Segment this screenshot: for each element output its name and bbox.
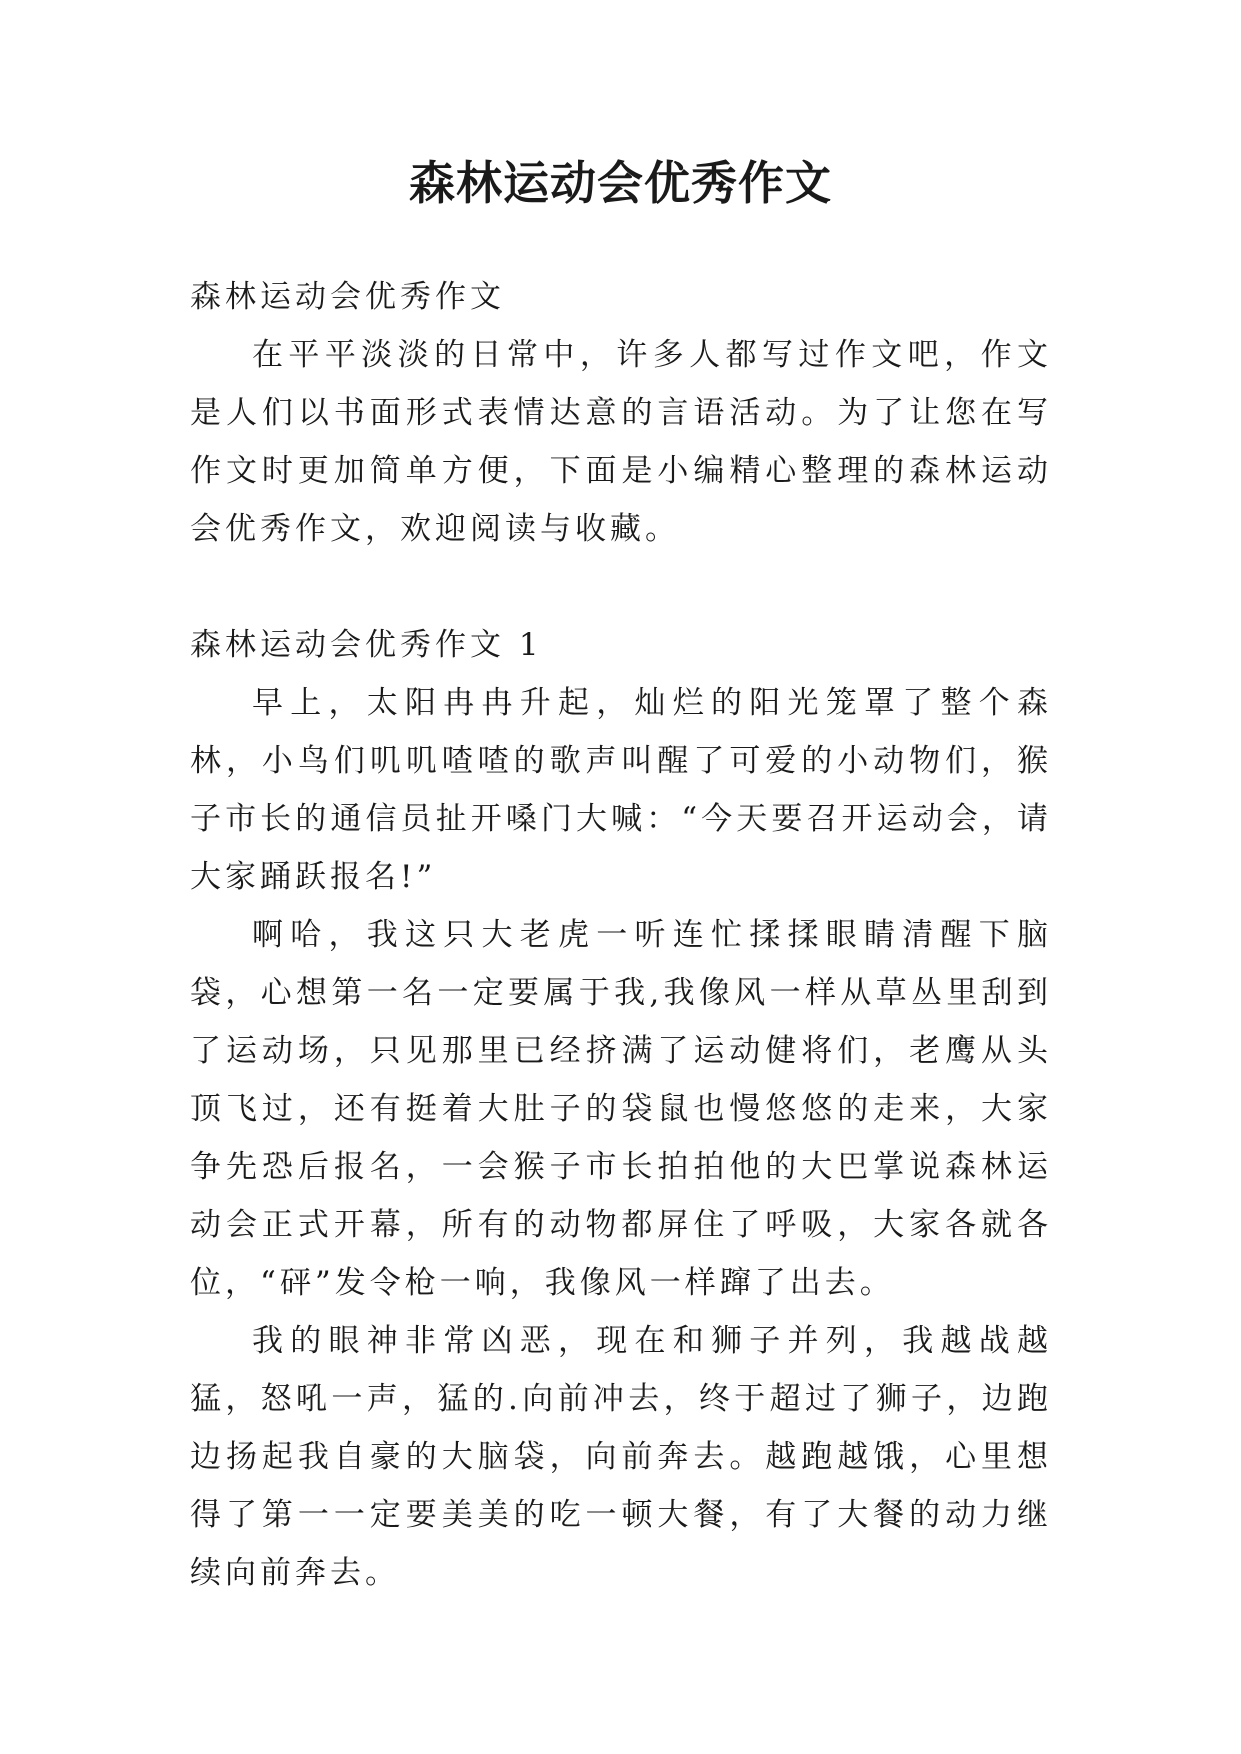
section-paragraph: 我的眼神非常凶恶，现在和狮子并列，我越战越猛，怒吼一声，猛的.向前冲去，终于超过了狮子，边跑边扬起我自豪的大脑袋，向前奔去。越跑越饿，心里想得了第一一定要美美的吃一顿大餐，有了大餐的动力继续向前奔去。 bbox=[190, 1323, 1052, 1591]
section-paragraph: 早上，太阳冉冉升起，灿烂的阳光笼罩了整个森林，小鸟们叽叽喳喳的歌声叫醒了可爱的小动物们，猴子市长的通信员扯开嗓门大喊：“今天要召开运动会，请大家踊跃报名!” bbox=[190, 685, 1052, 895]
intro-paragraph: 在平平淡淡的日常中，许多人都写过作文吧，作文是人们以书面形式表情达意的言语活动。为了让您在写作文时更加简单方便，下面是小编精心整理的森林运动会优秀作文，欢迎阅读与收藏。 bbox=[190, 337, 1052, 547]
section-heading: 森林运动会优秀作文 1 bbox=[190, 627, 543, 663]
page-title: 森林运动会优秀作文 bbox=[409, 156, 832, 210]
section-spacer bbox=[190, 558, 1052, 616]
section-paragraph: 啊哈，我这只大老虎一听连忙揉揉眼睛清醒下脑袋，心想第一名一定要属于我,我像风一样从草丛里刮到了运动场，只见那里已经挤满了运动健将们，老鹰从头顶飞过，还有挺着大肚子的袋鼠也慢悠悠的走来，大家争先恐后报名，一会猴子市长拍拍他的大巴掌说森林运动会正式开幕，所有的动物都屏住了呼吸，大家各就各位，“砰”发令枪一响，我像风一样蹿了出去。 bbox=[190, 917, 1052, 1301]
document-body bbox=[190, 268, 1052, 1602]
intro-heading: 森林运动会优秀作文 bbox=[190, 279, 505, 315]
